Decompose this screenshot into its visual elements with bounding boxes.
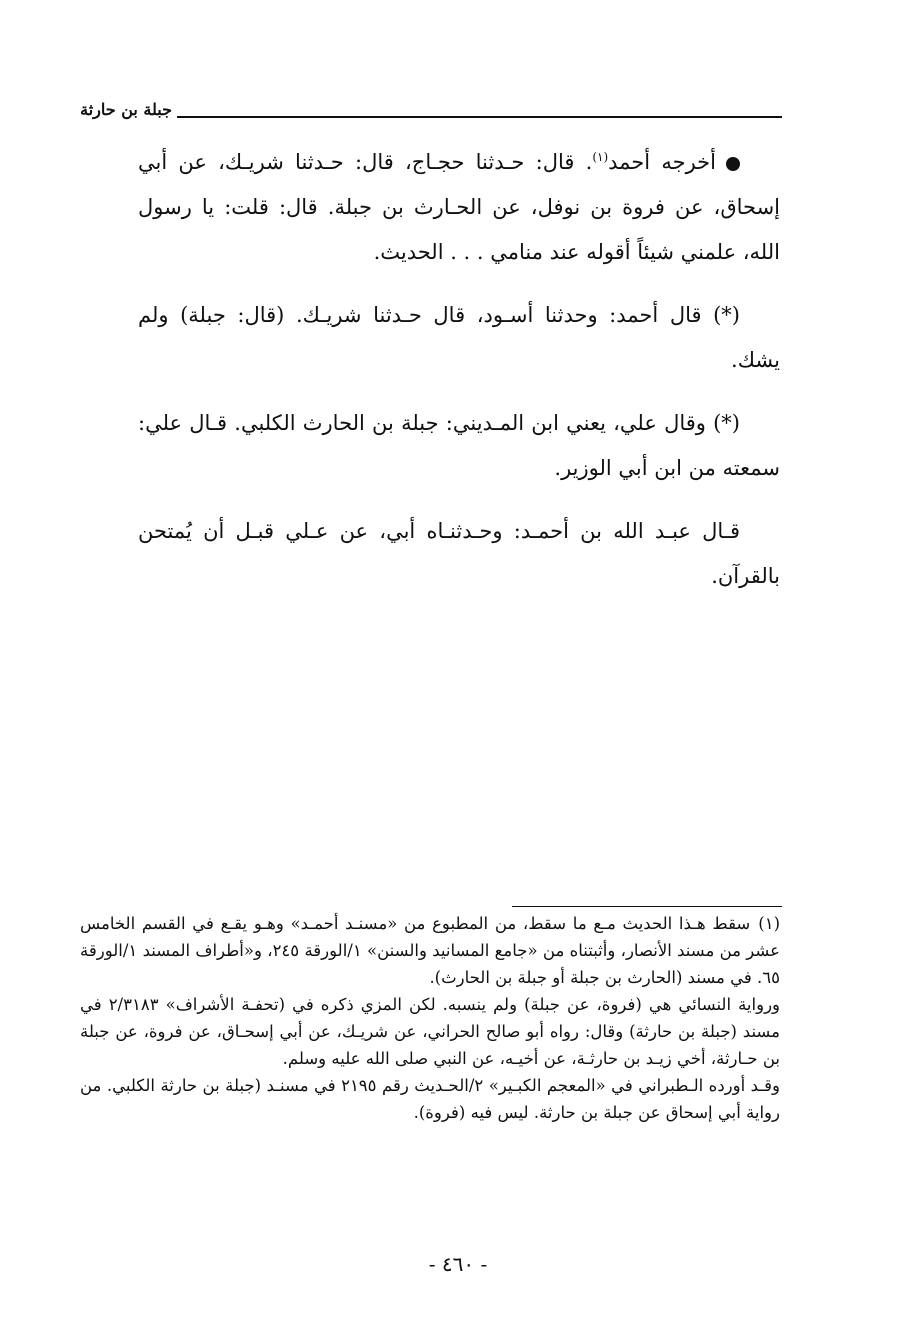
paragraph-3: (*) وقال علي، يعني ابن المـديني: جبلة بن الحارث الكلبي. قـال علي: سمعته من ابن أبي الوزير. (138, 411, 780, 480)
header-rule (177, 116, 782, 118)
page-number: - ٤٦٠ - (428, 1252, 488, 1276)
paragraph-1-rest: . قال: حـدثنا حجـاج، قال: حـدثنا شريـك، عن أبي إسحاق، عن فروة بن نوفل، عن الحـارث بن جبلة. قال: قلت: يا رسول الله، علمني شيئاً أقوله عند منامي . . . الحديث. (138, 150, 780, 264)
footnotes (80, 910, 780, 1126)
paragraph-1-lead: أخرجه أحمد (608, 150, 716, 174)
running-header (82, 96, 782, 126)
paragraph-2: (*) قال أحمد: وحدثنا أسـود، قال حـدثنا شريـك. (قال: جبلة) ولم يشك. (138, 303, 780, 372)
main-text (138, 140, 780, 617)
footnote-1-continuation-a: ورواية النسائي هي (فروة، عن جبلة) ولم ينسبه. لكن المزي ذكره في (تحفـة الأشراف» ٢/٣١٨٣ في مسند (جبلة بن حارثة) وقال: رواه أبو صالح الحراني، عن شريـك، عن أبي إسحـاق، عن فروة، عن جبلة بن حـارثة، أخي زيـد بن حارثـة، عن أخيـه، عن النبي صلى الله عليه وسلم. (80, 995, 781, 1068)
footnote-1-continuation-b: وقـد أورده الـطبراني في «المعجم الكبـير» ٢/الحـديث رقم ٢١٩٥ في مسنـد (جبلة بن حارثة الكلبي. من رواية أبي إسحاق عن جبلة بن حارثة. ليس فيه (فروة). (80, 1076, 780, 1122)
footnote-separator (512, 906, 782, 907)
paragraph-4: قـال عبـد الله بن أحمـد: وحـدثنـاه أبي، عن عـلي قبـل أن يُمتحن بالقرآن. (138, 519, 780, 588)
footnote-reference[interactable]: (١) (592, 150, 609, 164)
footnote-number: (١) (758, 914, 780, 933)
footnote-1-text: سقط هـذا الحديث مـع ما سقط، من المطبوع من «مسنـد أحمـد» وهـو يقـع في القسم الخامس عشر من مسند الأنصار، وأثبتناه من «جامع المسانيد والسنن» ١/الورقة ٢٤٥، و«أطراف المسند ١/الورقة ٦٥. في مسند (الحارث بن جبلة أو جبلة بن الحارث). (80, 914, 780, 987)
footnote-1 (80, 910, 780, 991)
bullet-icon (726, 157, 740, 171)
running-title: جبلة بن حارثة (80, 100, 172, 119)
paragraph-1 (138, 140, 780, 275)
